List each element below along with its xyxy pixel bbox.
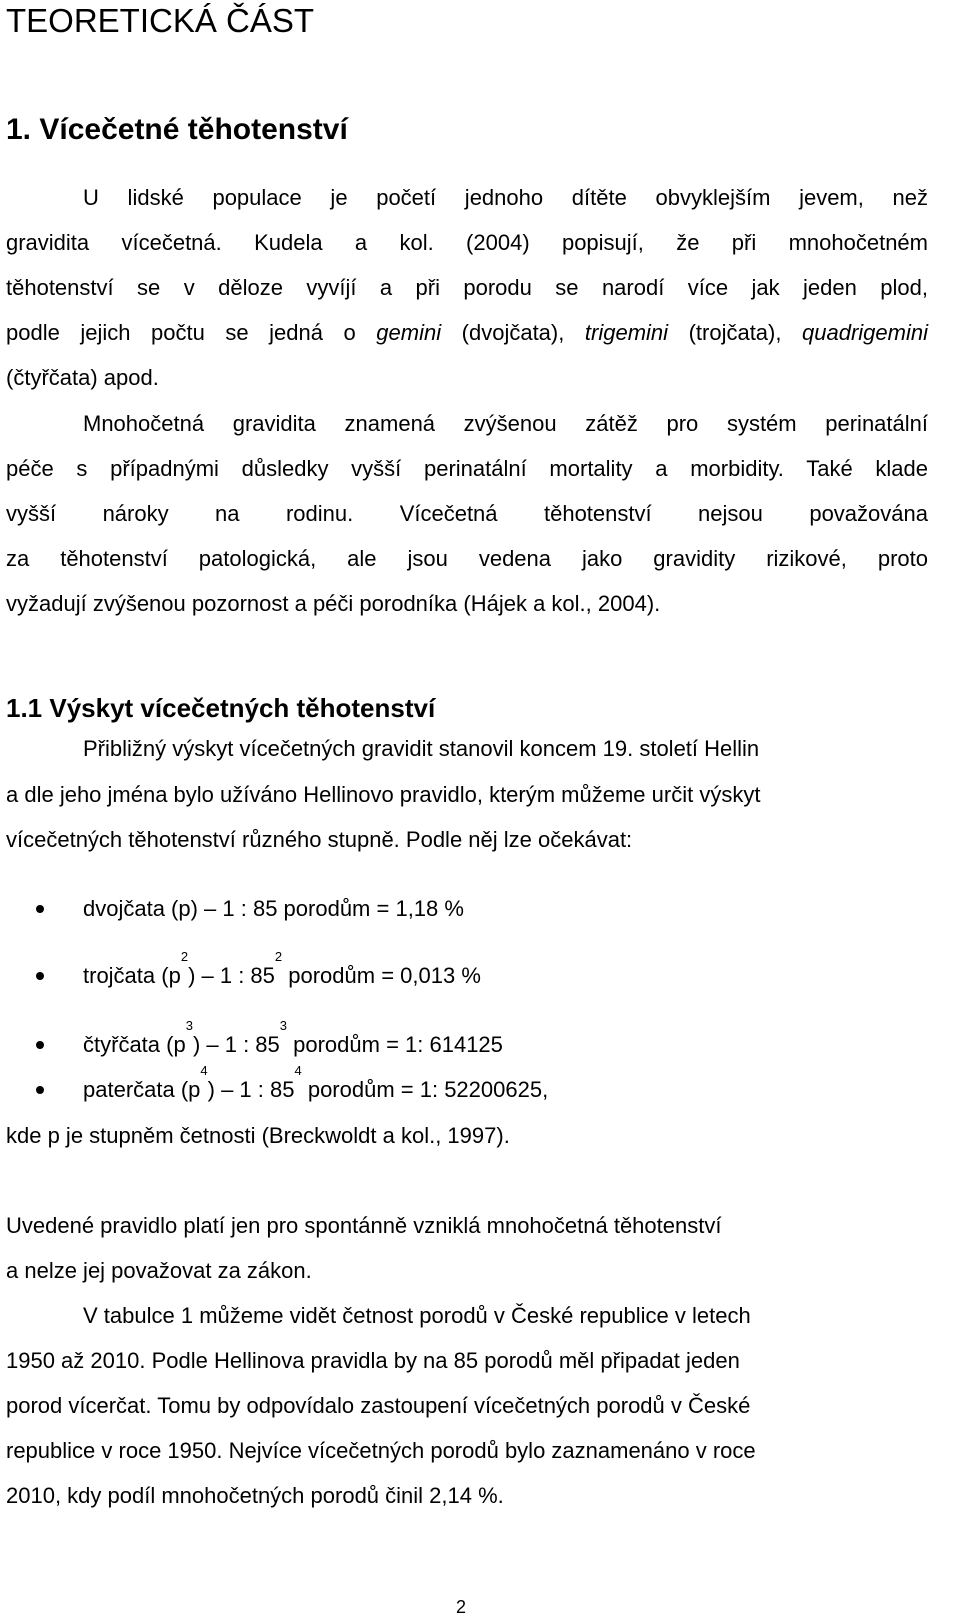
para5-line3: porod vícerčat. Tomu by odpovídalo zastoupení vícečetných porodů v České [6,1393,751,1418]
para5-line2: 1950 až 2010. Podle Hellinova pravidla by na 85 porodů měl připadat jeden [6,1348,740,1373]
para2-line4: za těhotenství patologická, ale jsou vedena jako gravidity rizikové, proto [6,546,928,571]
exponent: 3 [185,1018,193,1033]
list-item-text: ) – 1 : 85 [188,963,275,988]
para2-line3: vyšší nároky na rodinu. Vícečetná těhotenství nejsou považována [6,501,928,526]
list-item-text: čtyřčata (p [83,1032,186,1057]
para3-line1: Přibližný výskyt vícečetných gravidit stanovil koncem 19. století Hellin [83,736,760,761]
exponent: 2 [274,949,283,964]
list-item-text: ) – 1 : 85 [192,1032,280,1057]
chapter-heading: 1. Vícečetné těhotenství [6,113,348,146]
list-item-text: paterčata (p [83,1077,201,1102]
para1-line2: gravidita vícečetná. Kudela a kol. (2004) popisují, že při mnohočetném [6,230,928,255]
para1-line3: těhotenství se v děloze vyvíjí a při porodu se narodí více jak jeden plod, [6,275,928,300]
exponent: 2 [180,949,189,964]
para1-line4 [6,318,928,348]
list-item [83,1018,503,1060]
exponent: 3 [279,1018,288,1033]
section-heading: 1.1 Výskyt vícečetných těhotenství [6,693,436,723]
term-gemini: gemini [376,320,442,345]
list-item-text: porodům = 1: 52200625, [301,1077,549,1102]
para5-line1: V tabulce 1 můžeme vidět četnost porodů v České republice v letech [83,1303,751,1328]
list-item [83,1063,549,1105]
bullet-dot [36,1041,44,1049]
list-item-text: ) – 1 : 85 [207,1077,295,1102]
para4-line1: Uvedené pravidlo platí jen pro spontánně vzniklá mnohočetná těhotenství [6,1213,722,1238]
para1-text: (dvojčata), [441,320,585,345]
list-item-text: porodům = 1: 614125 [287,1032,503,1057]
term-trigemini: trigemini [584,320,669,345]
exponent: 4 [200,1063,208,1078]
list-item [83,949,481,991]
bullet-dot [36,1086,44,1094]
para5-line5: 2010, kdy podíl mnohočetných porodů činil 2,14 %. [6,1483,504,1508]
term-quadrigemini: quadrigemini [802,320,928,345]
para2-line5: vyžadují zvýšenou pozornost a péči porodníka (Hájek a kol., 2004). [6,591,661,616]
part-heading: TEORETICKÁ ČÁST [6,2,315,39]
para2-line2: péče s případnými důsledky vyšší perinatální mortality a morbidity. Také klade [6,456,928,481]
para5-line4: republice v roce 1950. Nejvíce vícečetných porodů bylo zaznamenáno v roce [6,1438,756,1463]
para1-text: (trojčata), [668,320,803,345]
list-item [83,894,464,924]
para1-line1: U lidské populace je početí jednoho dítěte obvyklejším jevem, než [83,185,928,210]
page-number: 2 [456,1597,467,1617]
list-item-text: trojčata (p [83,963,181,988]
para2-line1: Mnohočetná gravidita znamená zvýšenou zátěž pro systém perinatální [83,411,928,436]
para1-line5: (čtyřčata) apod. [6,365,159,390]
after-list-line: kde p je stupněm četnosti (Breckwoldt a kol., 1997). [6,1123,510,1148]
bullet-dot [36,972,44,980]
exponent: 4 [294,1063,302,1078]
list-item-text: dvojčata (p) – 1 : 85 porodům = 1,18 % [83,896,464,921]
bullet-dot [36,905,44,913]
para1-text: podle jejich počtu se jedná o [6,320,377,345]
para3-line3: vícečetných těhotenství různého stupně. Podle něj lze očekávat: [6,827,633,852]
para3-line2: a dle jeho jména bylo užíváno Hellinovo pravidlo, kterým můžeme určit výskyt [6,782,761,807]
list-item-text: porodům = 0,013 % [282,963,481,988]
para4-line2: a nelze jej považovat za zákon. [6,1258,312,1283]
